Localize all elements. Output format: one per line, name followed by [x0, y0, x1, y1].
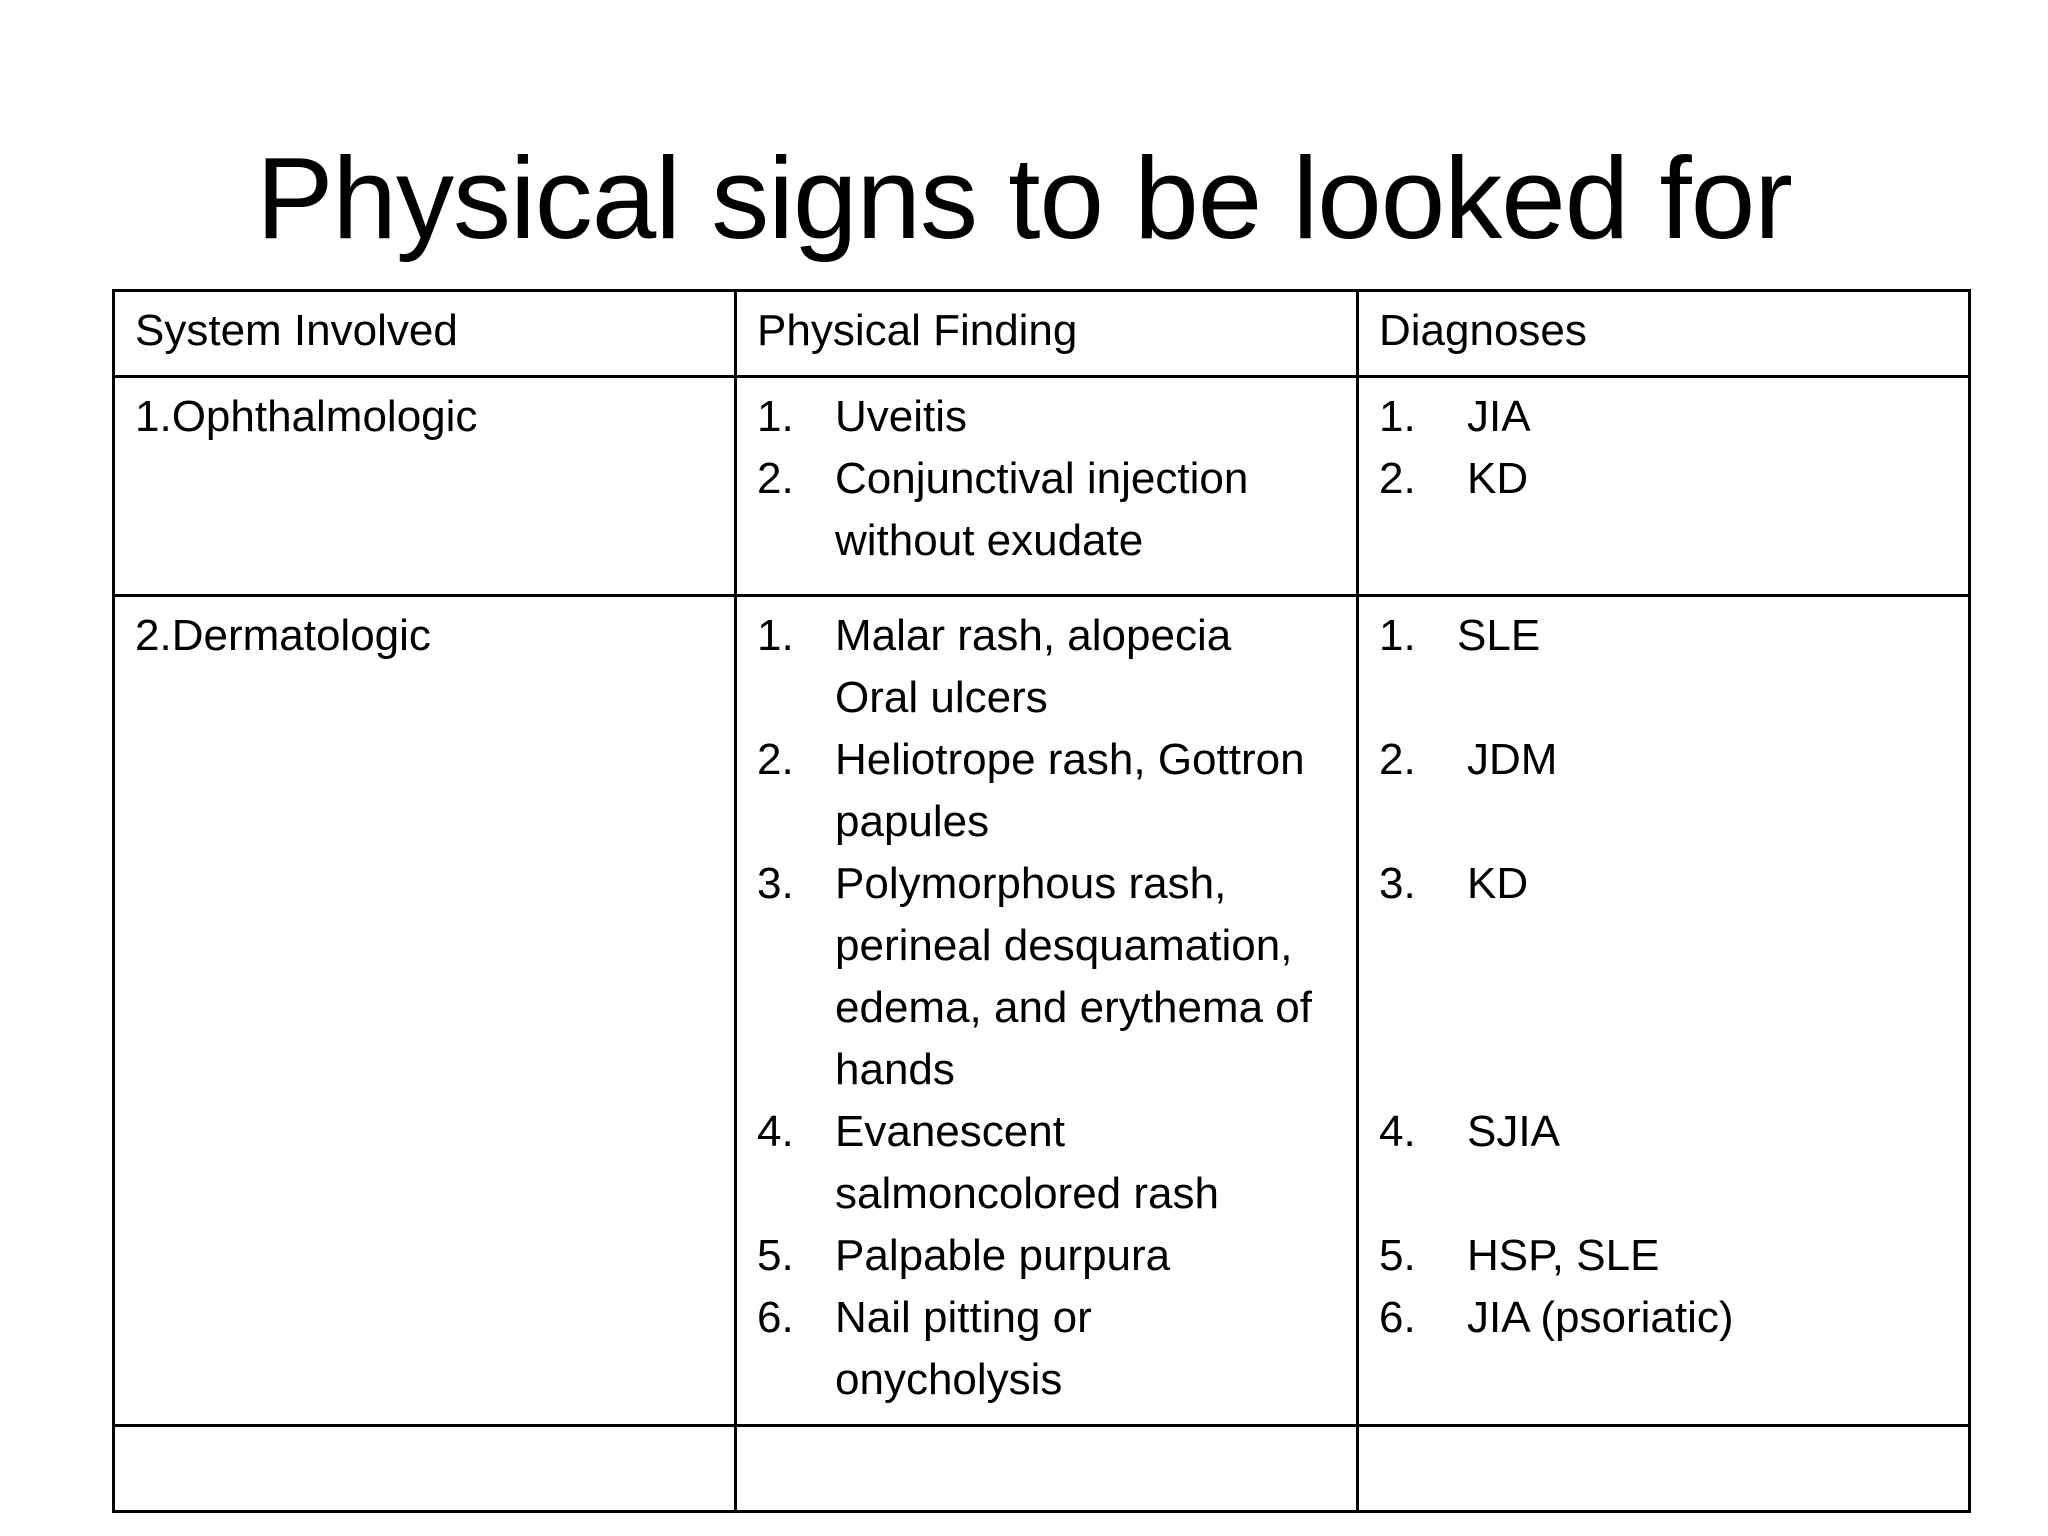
diagnosis-item [1379, 1101, 1950, 1163]
diagnosis-item [1379, 605, 1950, 667]
table-header-row [114, 291, 1970, 377]
diagnosis-item [1379, 1225, 1950, 1287]
finding-number: 2. [757, 454, 794, 503]
diagnosis-text: JIA [1467, 392, 1531, 441]
physical-signs-table [112, 289, 1971, 1513]
spacer [1379, 915, 1950, 977]
finding-text: Polymorphous rash, perineal desquamation, edema, and erythema of hands [835, 859, 1312, 1094]
diagnosis-text: SJIA [1467, 1107, 1560, 1156]
finding-text: Malar rash, alopecia Oral ulcers [835, 611, 1232, 722]
header-physical-finding: Physical Finding [736, 291, 1358, 377]
diagnosis-text: KD [1467, 454, 1529, 503]
diagnosis-item [1379, 729, 1950, 791]
diagnoses-cell [1358, 596, 1970, 1426]
findings-cell [736, 596, 1358, 1426]
finding-text: Uveitis [835, 392, 968, 441]
diagnosis-number: 1. [1379, 611, 1416, 660]
finding-text: Palpable purpura [835, 1231, 1171, 1280]
diagnosis-number: 2. [1379, 454, 1416, 503]
spacer [1379, 1039, 1950, 1101]
finding-item [757, 1101, 1338, 1225]
diagnosis-text: JIA (psoriatic) [1467, 1293, 1734, 1342]
finding-item [757, 605, 1338, 729]
diagnosis-item [1379, 853, 1950, 915]
table-row [114, 596, 1970, 1426]
diagnosis-number: 1. [1379, 392, 1416, 441]
finding-text: Nail pitting or onycholysis [835, 1293, 1092, 1404]
diagnosis-number: 6. [1379, 1293, 1416, 1342]
diagnosis-item [1379, 1287, 1950, 1349]
slide-title: Physical signs to be looked for [256, 133, 1792, 263]
spacer [1379, 667, 1950, 729]
empty-cell [114, 1426, 736, 1512]
finding-number: 6. [757, 1293, 794, 1342]
finding-text: Heliotrope rash, Gottron papules [835, 735, 1305, 846]
diagnosis-text: HSP, SLE [1467, 1231, 1660, 1280]
findings-cell [736, 377, 1358, 596]
system-cell: 2.Dermatologic [114, 596, 736, 1426]
finding-item [757, 386, 1338, 448]
diagnosis-number: 5. [1379, 1231, 1416, 1280]
finding-number: 1. [757, 392, 794, 441]
table-row-empty [114, 1426, 1970, 1512]
diagnosis-number: 4. [1379, 1107, 1416, 1156]
finding-item [757, 729, 1338, 853]
finding-number: 1. [757, 611, 794, 660]
spacer [1379, 791, 1950, 853]
finding-item [757, 853, 1338, 1101]
diagnosis-text: KD [1467, 859, 1529, 908]
finding-text: Evanescent salmoncolored rash [835, 1107, 1219, 1218]
table-row [114, 377, 1970, 596]
diagnoses-cell [1358, 377, 1970, 596]
finding-text: Conjunctival injection without exudate [835, 454, 1249, 565]
header-diagnoses: Diagnoses [1358, 291, 1970, 377]
system-cell: 1.Ophthalmologic [114, 377, 736, 596]
diagnosis-item [1379, 386, 1950, 448]
finding-number: 2. [757, 735, 794, 784]
diagnosis-number: 3. [1379, 859, 1416, 908]
finding-number: 4. [757, 1107, 794, 1156]
header-system-involved: System Involved [114, 291, 736, 377]
empty-cell [1358, 1426, 1970, 1512]
spacer [1379, 977, 1950, 1039]
empty-cell [736, 1426, 1358, 1512]
diagnosis-item [1379, 448, 1950, 510]
finding-number: 3. [757, 859, 794, 908]
diagnosis-text: SLE [1457, 611, 1541, 660]
finding-number: 5. [757, 1231, 794, 1280]
spacer [1379, 1163, 1950, 1225]
diagnosis-text: JDM [1467, 735, 1558, 784]
diagnosis-number: 2. [1379, 735, 1416, 784]
finding-item [757, 1225, 1338, 1287]
finding-item [757, 448, 1338, 572]
finding-item [757, 1287, 1338, 1411]
